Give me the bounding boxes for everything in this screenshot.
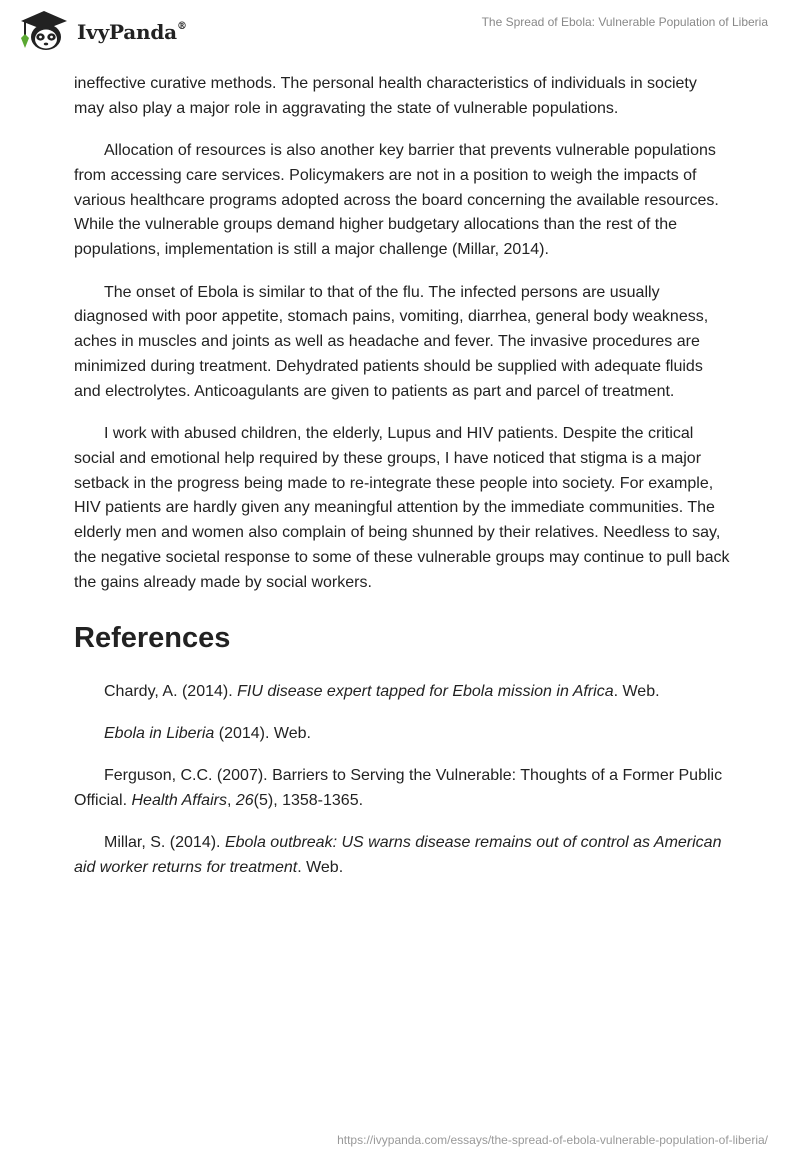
paragraph: I work with abused children, the elderly, Lupus and HIV patients. Despite the critical social and emotional help required by these groups, I have noticed that stigma is a major setback in the progress being made to re-integrate these people into society. For example, HIV patients are hardly given any meaningful attention by the immediate communities. The elderly men and women also complain of being shunned by their relatives. Needless to say, the negative societal response to some of these vulnerable groups may continue to pull back the gains already made by social workers.: [74, 425, 730, 591]
references-heading: References: [74, 621, 231, 654]
essay-content: [74, 72, 730, 898]
page-header: [0, 0, 800, 64]
reference-item: Ebola in Liberia (2014). Web.: [104, 724, 311, 742]
reference-item: Millar, S. (2014). Ebola outbreak: US warns disease remains out of control as American aid worker returns for treatment. Web.: [74, 834, 722, 877]
ivypanda-logo[interactable]: [15, 8, 187, 52]
reference-item: Ferguson, C.C. (2007). Barriers to Serving the Vulnerable: Thoughts of a Former Public Official. Health Affairs, 26(5), 1358-1365.: [74, 767, 723, 810]
paragraph: ineffective curative methods. The personal health characteristics of individuals in society may also play a major role in aggravating the state of vulnerable populations.: [74, 75, 697, 117]
reference-item: Chardy, A. (2014). FIU disease expert tapped for Ebola mission in Africa. Web.: [104, 682, 660, 700]
source-url[interactable]: https://ivypanda.com/essays/the-spread-of-ebola-vulnerable-population-of-liberia/: [337, 1133, 768, 1147]
paragraph: The onset of Ebola is similar to that of the flu. The infected persons are usually diagnosed with poor appetite, stomach pains, vomiting, diarrhea, general body weakness, aches in muscles and joints as well as headache and fever. The invasive procedures are minimized during treatment. Dehydrated patients should be supplied with adequate fluids and electrolytes. Anticoagulants are given to patients as part and parcel of treatment.: [74, 283, 709, 400]
brand-name: IvyPanda®: [77, 20, 187, 44]
paragraph: Allocation of resources is also another key barrier that prevents vulnerable populations from accessing care services. Policymakers are not in a position to weigh the impacts of various healthcare programs adopted across the board concerning the available resources. While the vulnerable groups demand higher budgetary allocations than the rest of the populations, implementation is still a major challenge (Millar, 2014).: [74, 142, 719, 259]
panda-graduate-icon: [15, 8, 73, 52]
document-title: The Spread of Ebola: Vulnerable Population of Liberia: [481, 15, 768, 29]
